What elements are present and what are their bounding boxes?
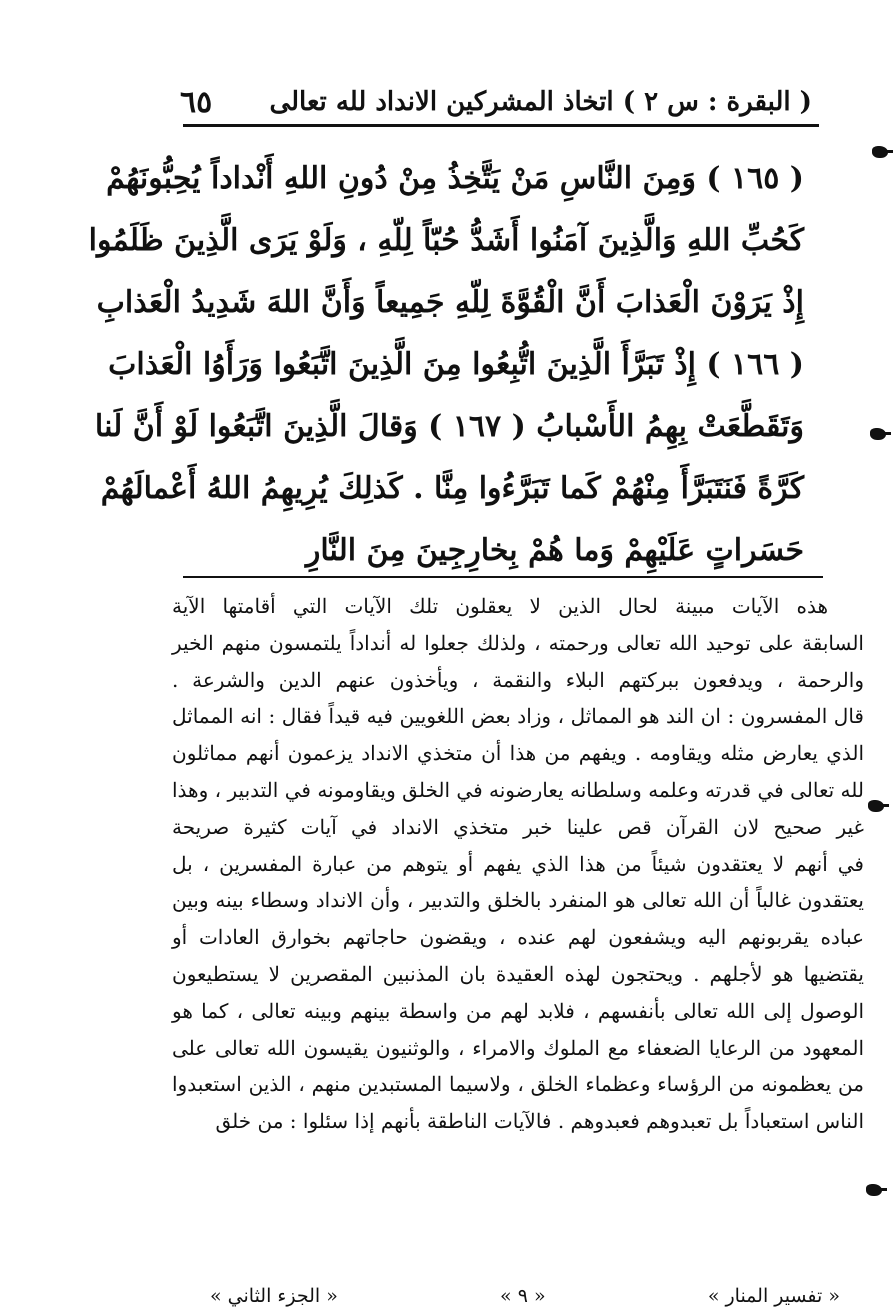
footer-signature: « ٩ » bbox=[500, 1285, 546, 1307]
scan-margin-mark bbox=[868, 800, 884, 812]
scan-margin-mark bbox=[870, 428, 886, 440]
commentary-line: المعهود من الرعايا الضعفاء مع الملوك والامراء ، والوثنيون يقيسون الله تعالى على bbox=[172, 1035, 864, 1060]
commentary-line: والرحمة ، ويدفعون ببركتهم البلاء والنقمة ، ويأخذون عنهم الدين والشرعة . bbox=[172, 667, 864, 692]
verses-rule bbox=[183, 576, 823, 578]
commentary-line: غير صحيح لان القرآن قص علينا خبر متخذي الانداد في آيات كثيرة صريحة bbox=[172, 814, 864, 839]
verse-line: كَحُبِّ اللهِ وَالَّذِينَ آمَنُوا أَشَدُّ حُبّاً لِلّهِ ، وَلَوْ يَرَى الَّذِينَ ظَلَمُوا bbox=[88, 223, 804, 258]
commentary-line: هذه الآيات مبينة لحال الذين لا يعقلون تلك الآيات التي أقامتها الآية bbox=[172, 594, 828, 618]
verse-line: حَسَراتٍ عَلَيْهِمْ وَما هُمْ بِخارِجِينَ مِنَ النَّارِ bbox=[305, 533, 804, 568]
commentary-line: الذي يعارض مثله ويقاومه . ويفهم من هذا أن متخذي الانداد يزعمون أنهم مماثلون bbox=[172, 741, 864, 766]
verse-line: وَتَقَطَّعَتْ بِهِمُ الأَسْبابُ ( ١٦٧ ) وَقالَ الَّذِينَ اتَّبَعُوا لَوْ أَنَّ لَنا bbox=[94, 409, 804, 444]
commentary-line: الوصول إلى الله تعالى بأنفسهم ، فلابد لهم من واسطة بينهم وبينه تعالى ، كما هو bbox=[172, 998, 865, 1023]
commentary-line: عباده يقربونهم اليه ويشفعون لهم عنده ، ويقضون حاجاتهم بخوارق العادات أو bbox=[172, 925, 864, 950]
quran-verses bbox=[88, 148, 804, 582]
commentary-line: قال المفسرون : ان الند هو المماثل ، وزاد بعض اللغويين فيه قيداً فقال : انه المماثل bbox=[172, 704, 864, 729]
commentary-line: السابقة على توحيد الله تعالى ورحمته ، ولذلك جعلوا له أنداداً يلتمسون منهم الخير bbox=[172, 630, 864, 655]
verse-line: إِذْ يَرَوْنَ الْعَذابَ أَنَّ الْقُوَّةَ لِلّهِ جَمِيعاً وَأَنَّ اللهَ شَدِيدُ الْعَذابِ bbox=[96, 285, 804, 320]
commentary-line: في أنهم لا يعتقدون شيئاً من هذا الذي يفهم أو يتوهم من عبارة المفسرين ، بل bbox=[172, 851, 864, 876]
header-rule bbox=[183, 124, 819, 127]
commentary-line: الناس استعباداً بل تعبدوهم فعبدوهم . فالآيات الناطقة بأنهم إذا سئلوا : من خلق bbox=[215, 1109, 864, 1134]
verse-line: ( ١٦٥ ) وَمِنَ النَّاسِ مَنْ يَتَّخِذُ مِنْ دُونِ اللهِ أَنْداداً يُحِبُّونَهُمْ bbox=[106, 161, 804, 196]
verse-line: ( ١٦٦ ) إِذْ تَبَرَّأَ الَّذِينَ اتُّبِعُوا مِنَ الَّذِينَ اتَّبَعُوا وَرَأَوُا الْعَذابَ bbox=[108, 347, 804, 382]
page-number: ٦٥ bbox=[180, 84, 213, 120]
footer-book-title: « تفسير المنار » bbox=[707, 1285, 840, 1307]
page-footer bbox=[210, 1282, 840, 1310]
scan-margin-mark bbox=[866, 1184, 882, 1196]
running-title: ( البقرة : س ٢ ) اتخاذ المشركين الانداد لله تعالى bbox=[269, 87, 812, 117]
commentary-line: يقتضيها هو لأجلهم . ويحتجون لهذه العقيدة بان المذنبين المقصرين لا يستطيعون bbox=[172, 961, 864, 986]
page-header bbox=[180, 82, 812, 122]
scan-margin-mark bbox=[872, 146, 888, 158]
commentary-text bbox=[172, 588, 864, 1140]
footer-volume: « الجزء الثاني » bbox=[210, 1285, 338, 1307]
commentary-line: من يعظمونه من الرؤساء وعظماء الخلق ، ولاسيما المستبدين منهم ، الذين استعبدوا bbox=[172, 1072, 864, 1097]
commentary-line: لله تعالى في قدرته وعلمه وسلطانه يعارضونه في الخلق ويقاومونه في التدبير ، وهذا bbox=[172, 777, 864, 802]
commentary-line: يعتقدون غالباً أن الله تعالى هو المنفرد بالخلق والتدبير ، وأن الانداد وسطاء بينه وبين bbox=[172, 888, 864, 913]
verse-line: كَرَّةً فَنَتَبَرَّأَ مِنْهُمْ كَما تَبَرَّءُوا مِنَّا . كَذلِكَ يُرِيهِمُ اللهُ أَعْمالَهُمْ bbox=[100, 471, 804, 506]
